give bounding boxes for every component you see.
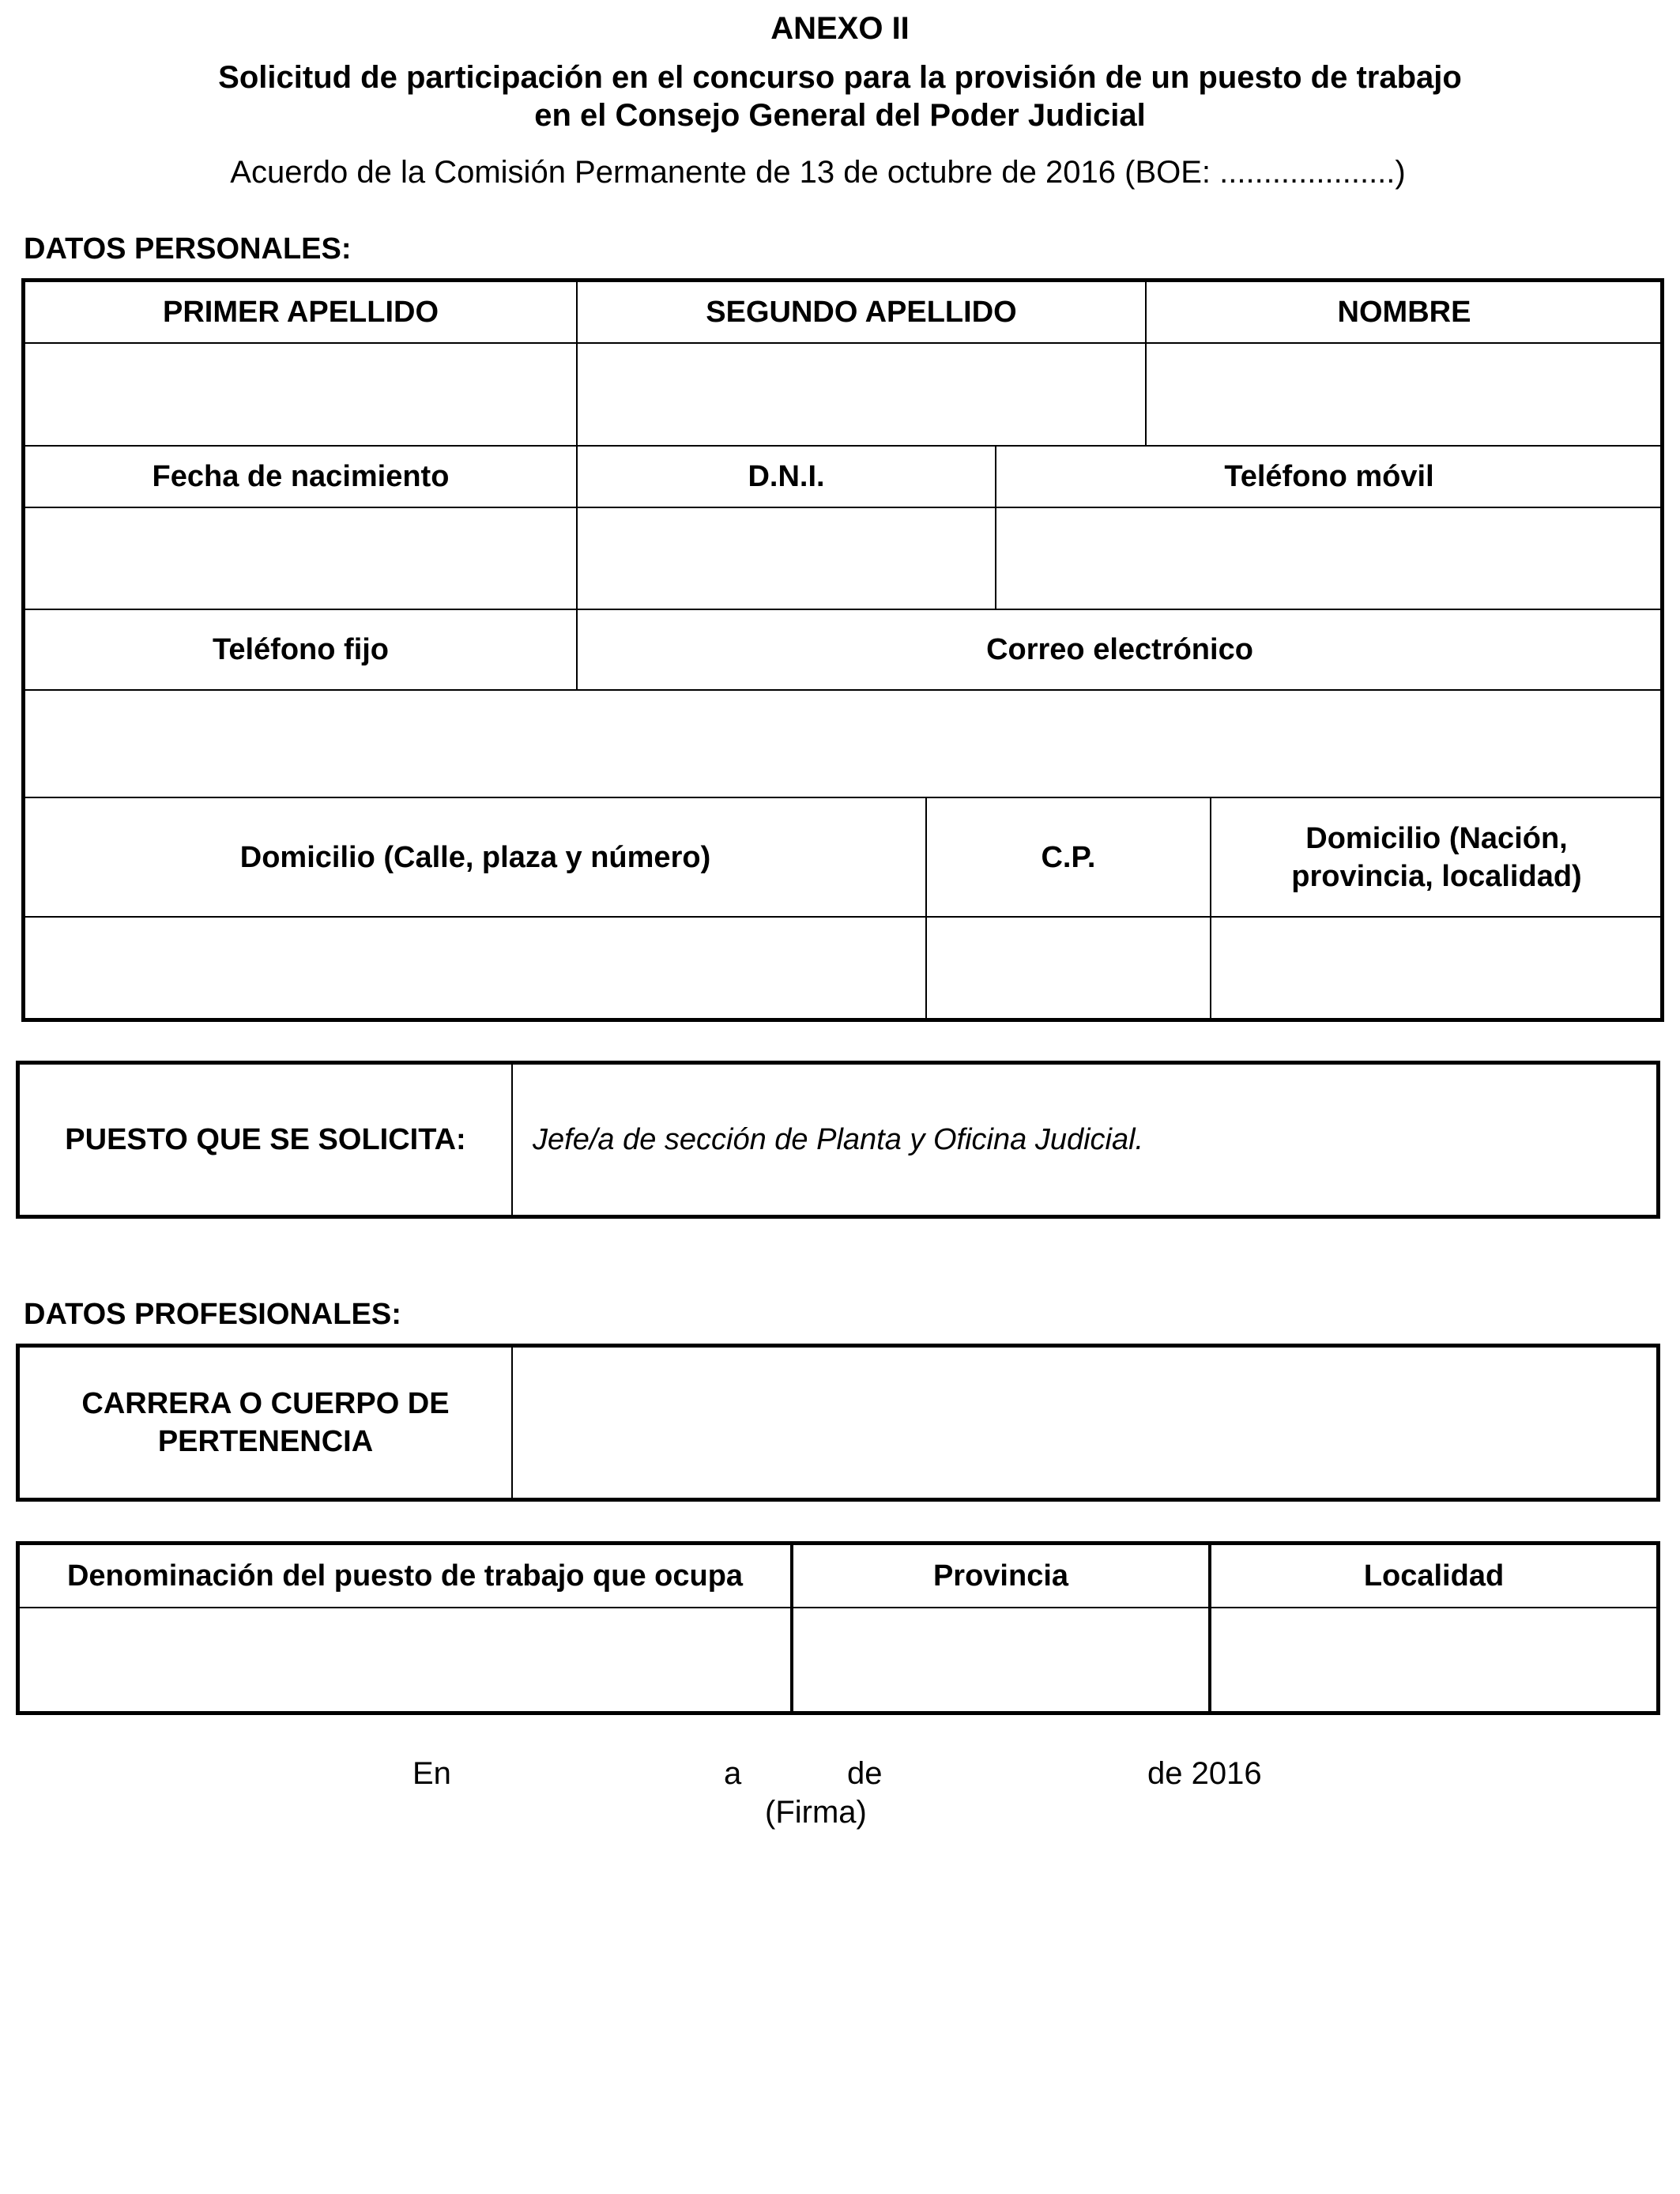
header-denominacion: Denominación del puesto de trabajo que ocupa: [66, 1559, 744, 1593]
domicilio-calle-input[interactable]: [25, 918, 929, 1020]
puesto-value-cell: [533, 1065, 1639, 1215]
nombre-field[interactable]: [1147, 344, 1662, 445]
provincia-field[interactable]: [793, 1608, 1208, 1711]
carrera-field[interactable]: [514, 1348, 1656, 1498]
col-divider: [511, 1063, 513, 1216]
telefono-fijo-field[interactable]: [25, 691, 576, 797]
personal-section-title: DATOS PERSONALES:: [24, 232, 352, 266]
fecha-nacimiento-field[interactable]: [25, 508, 576, 609]
primer-apellido-input[interactable]: [25, 344, 579, 447]
annex-title: ANEXO II: [770, 11, 910, 46]
footer-firma: (Firma): [765, 1795, 867, 1830]
telefono-fijo-input[interactable]: [25, 691, 579, 798]
domicilio-nacion-field[interactable]: [1211, 918, 1662, 1018]
header-dni: D.N.I.: [748, 460, 825, 493]
header-cp: C.P.: [1041, 840, 1096, 874]
correo-field[interactable]: [578, 691, 1662, 797]
header-domicilio-nacion-line2: provincia, localidad): [1291, 859, 1582, 893]
telefono-movil-input[interactable]: [996, 508, 1665, 610]
header-fecha-nacimiento: Fecha de nacimiento: [152, 460, 450, 493]
cp-field[interactable]: [927, 918, 1210, 1018]
header-domicilio-nacion: [1211, 798, 1662, 916]
carrera-input[interactable]: [514, 1348, 1659, 1499]
localidad-input[interactable]: [1211, 1608, 1659, 1713]
header-correo: Correo electrónico: [986, 633, 1253, 666]
header-localidad: Localidad: [1363, 1559, 1505, 1593]
cp-input[interactable]: [927, 918, 1213, 1020]
header-segundo-apellido: SEGUNDO APELLIDO: [706, 296, 1017, 329]
header-telefono-fijo: Teléfono fijo: [212, 633, 390, 666]
denominacion-field[interactable]: [20, 1608, 790, 1711]
footer-a: a: [724, 1756, 742, 1791]
form-subtitle-line1: Solicitud de participación en el concurso para la provisión de un puesto de trabajo: [218, 60, 1462, 95]
footer-en: En: [412, 1756, 451, 1791]
carrera-label-line2: PERTENENCIA: [157, 1425, 374, 1458]
domicilio-nacion-input[interactable]: [1211, 918, 1665, 1020]
segundo-apellido-input[interactable]: [578, 344, 1148, 447]
professional-section-title: DATOS PROFESIONALES:: [24, 1298, 401, 1331]
header-domicilio-calle: Domicilio (Calle, plaza y número): [239, 840, 711, 874]
primer-apellido-field[interactable]: [25, 344, 576, 445]
denominacion-input[interactable]: [20, 1608, 793, 1713]
form-subtitle-line2: en el Consejo General del Poder Judicial: [534, 98, 1146, 133]
fecha-nacimiento-input[interactable]: [25, 508, 579, 610]
header-primer-apellido: PRIMER APELLIDO: [162, 296, 439, 329]
footer-de: de: [847, 1756, 883, 1791]
carrera-label: [20, 1348, 511, 1498]
carrera-label-line1: CARRERA O CUERPO DE: [81, 1387, 450, 1420]
dni-field[interactable]: [578, 508, 995, 609]
puesto-value: Jefe/a de sección de Planta y Oficina Judicial.: [533, 1122, 1144, 1156]
segundo-apellido-field[interactable]: [578, 344, 1145, 445]
correo-input[interactable]: [578, 691, 1665, 798]
nombre-input[interactable]: [1147, 344, 1665, 447]
header-provincia: Provincia: [932, 1559, 1069, 1593]
domicilio-calle-field[interactable]: [25, 918, 925, 1018]
puesto-label: PUESTO QUE SE SOLICITA:: [65, 1123, 466, 1156]
dni-input[interactable]: [578, 508, 998, 610]
provincia-input[interactable]: [793, 1608, 1211, 1713]
footer-de-2016: de 2016: [1147, 1756, 1262, 1791]
header-nombre: NOMBRE: [1337, 296, 1471, 329]
localidad-field[interactable]: [1211, 1608, 1656, 1711]
telefono-movil-field[interactable]: [996, 508, 1662, 609]
header-telefono-movil: Teléfono móvil: [1224, 460, 1434, 493]
agreement-line: Acuerdo de la Comisión Permanente de 13 de octubre de 2016 (BOE: ....................): [230, 155, 1406, 190]
col-divider: [511, 1346, 513, 1499]
header-domicilio-nacion-line1: Domicilio (Nación,: [1305, 821, 1568, 855]
